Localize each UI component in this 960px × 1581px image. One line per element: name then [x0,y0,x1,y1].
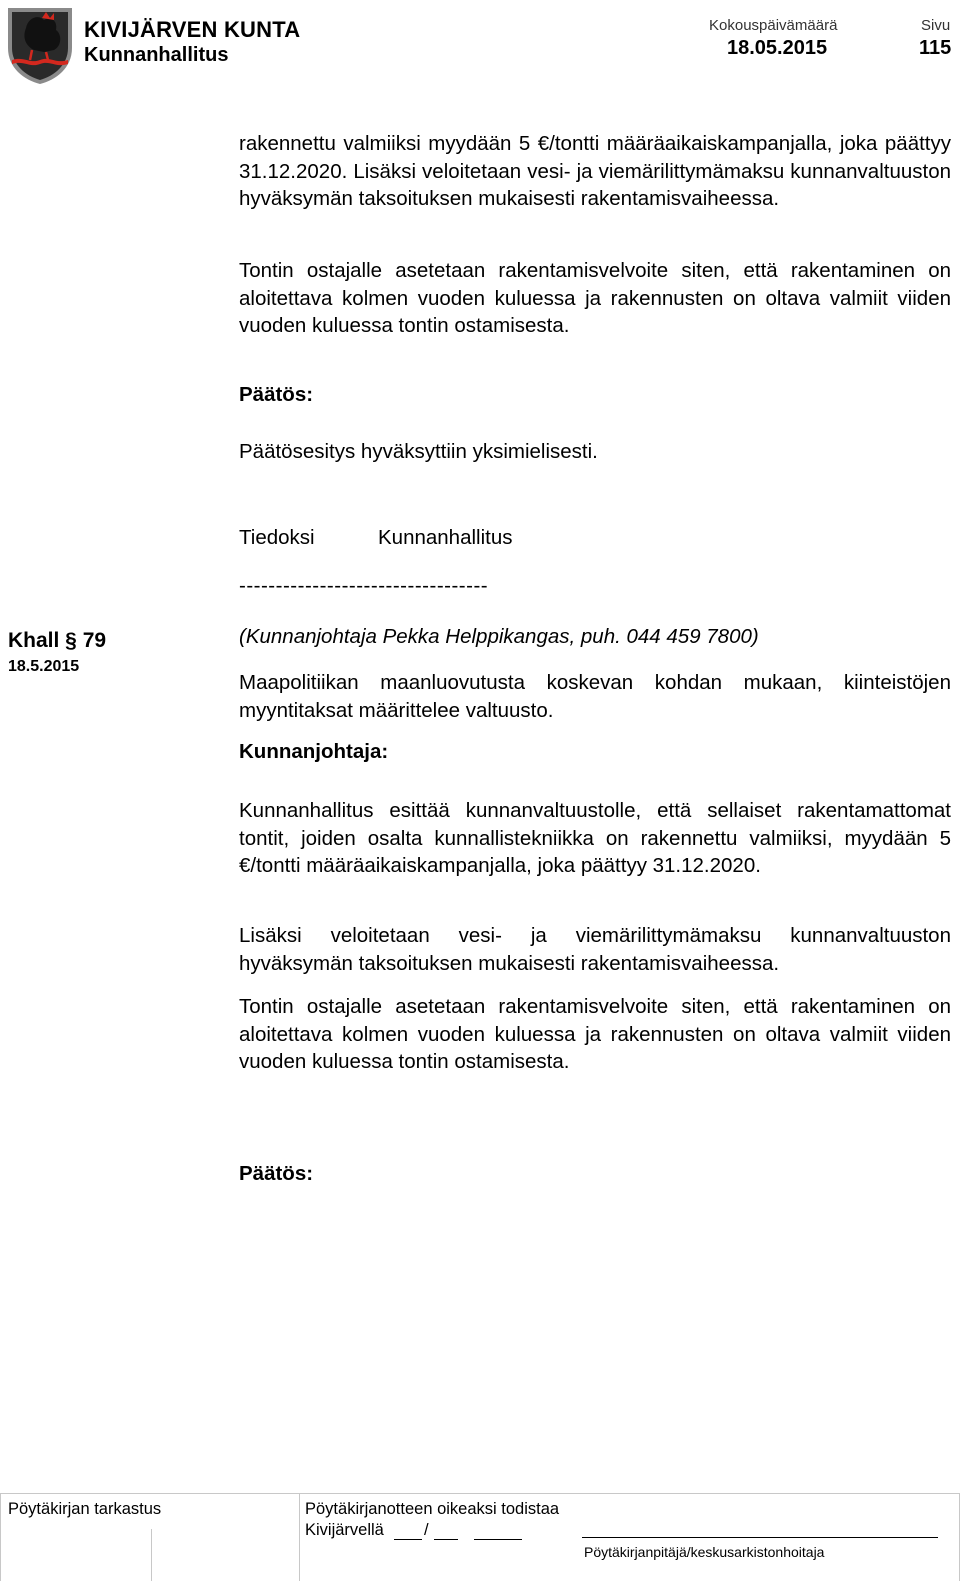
certify-label: Pöytäkirjanotteen oikeaksi todistaa [305,1500,560,1518]
organization-name: KIVIJÄRVEN KUNTA [84,17,301,42]
section-paragraph-2: Kunnanhallitus esittää kunnanvaltuustolle, että sellaiset rakentamattomat tontit, joiden osalta kunnallistekniikka on rakennettu valmiiksi, myydään 5 €/tontti määräaikaiskampanjalla, joka päättyy 31.12.2020. [239,799,951,877]
section-paragraph-3: Lisäksi veloitetaan vesi- ja viemärilittymämaksu kunnanvaltuuston hyväksymän taksoituksen mukaisesti rakentamisvaiheessa. [239,924,951,975]
info-recipient: Kunnanhallitus [378,526,513,549]
page-number: 115 [919,37,952,59]
review-label: Pöytäkirjan tarkastus [8,1500,162,1518]
footer [0,1493,960,1581]
decision-heading: Päätös: [239,383,314,406]
section-separator: ---------------------------------- [239,574,489,597]
body-paragraph-1: rakennettu valmiiksi myydään 5 €/tontti määräaikaiskampanjalla, joka päättyy 31.12.2020. Lisäksi veloitetaan vesi- ja viemärilittymämaksu kunnanvaltuuston hyväksymän taksoituksen mukaisesti rakentamisvaiheessa. [239,132,951,210]
organization-body: Kunnanhallitus [84,44,229,66]
proposer-heading: Kunnanjohtaja: [239,740,389,763]
section-number: Khall § 79 [8,629,107,652]
date-day-line [394,1539,422,1540]
section-date: 18.5.2015 [8,658,80,675]
section-paragraph-4: Tontin ostajalle asetetaan rakentamisvelvoite siten, että rakentaminen on aloitettava kolmen vuoden kuluessa ja rakennusten on oltava valmiit viiden vuoden kuluessa tontin ostamisesta. [239,995,951,1073]
page-label: Sivu [921,17,951,34]
decision-text: Päätösesitys hyväksyttiin yksimielisesti. [239,440,598,463]
date-slash: / [424,1521,429,1539]
signer-title: Pöytäkirjanpitäjä/keskusarkistonhoitaja [584,1544,825,1560]
signature-line [582,1537,938,1538]
date-month-line [434,1539,458,1540]
date-year-line [474,1539,522,1540]
municipality-crest-icon [4,4,76,86]
info-label: Tiedoksi [239,526,315,549]
section-paragraph-1: Maapolitiikan maanluovutusta koskevan kohdan mukaan, kiinteistöjen myyntitaksat määrittelee valtuusto. [239,671,951,722]
section-decision-heading: Päätös: [239,1162,314,1185]
meeting-date-label: Kokouspäivämäärä [709,17,838,34]
body-paragraph-2: Tontin ostajalle asetetaan rakentamisvelvoite siten, että rakentaminen on aloitettava kolmen vuoden kuluessa ja rakennusten on oltava valmiit viiden vuoden kuluessa tontin ostamisesta. [239,259,951,337]
certify-place: Kivijärvellä [305,1521,384,1539]
meeting-date: 18.05.2015 [727,37,828,59]
preparer-info: (Kunnanjohtaja Pekka Helppikangas, puh. 044 459 7800) [239,625,759,648]
